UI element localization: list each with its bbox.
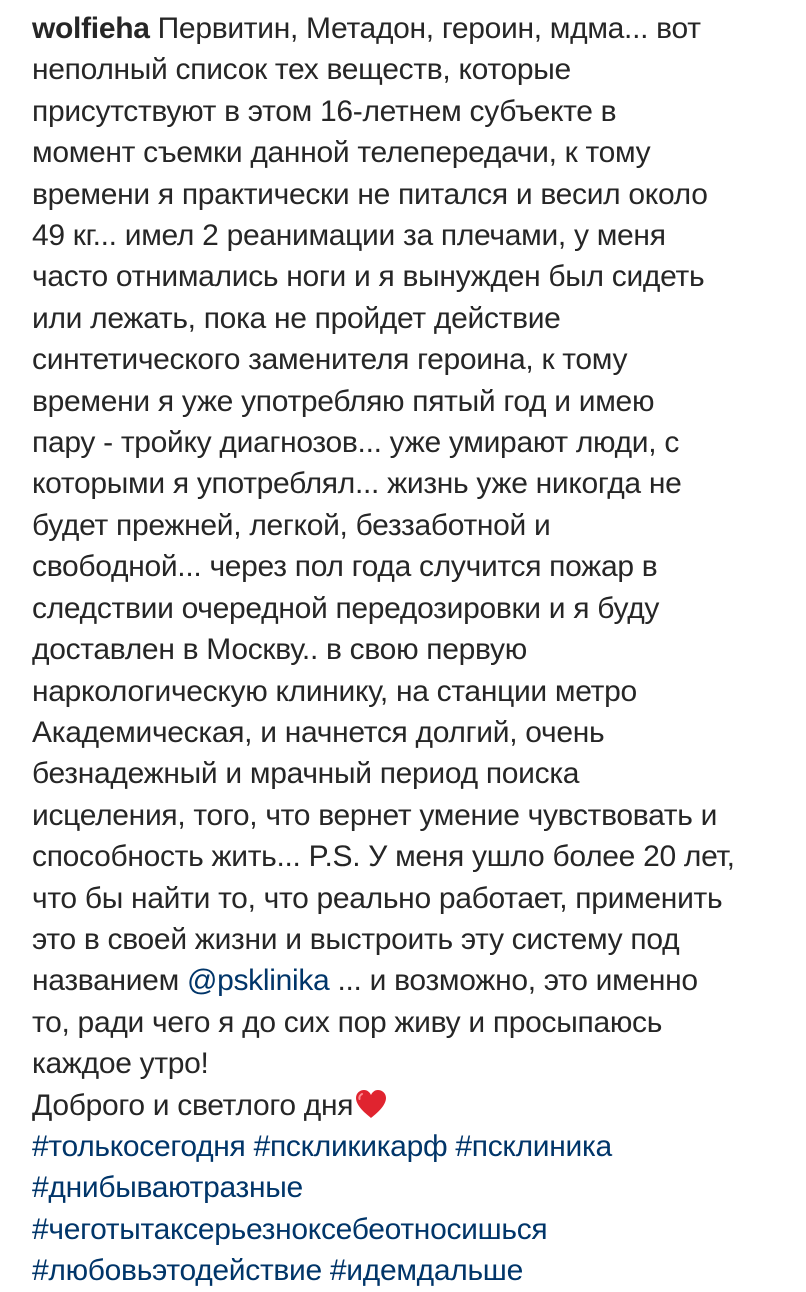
caption-first-line bbox=[32, 8, 792, 49]
caption-line: присутствуют в этом 16-летнем субъекте в bbox=[32, 94, 617, 128]
hashtag-link[interactable]: #чеготытаксерьезноксебеотносишься bbox=[32, 1212, 548, 1246]
hashtag-line bbox=[32, 1167, 792, 1208]
caption-line: времени я уже употребляю пятый год и имею bbox=[32, 384, 655, 418]
caption-line: наркологическую клинику, на станции метро bbox=[32, 674, 637, 708]
caption-line: Академическая, и начнется долгий, очень bbox=[32, 715, 605, 749]
caption-line: синтетического заменителя героина, к тому bbox=[32, 343, 628, 377]
post-caption bbox=[32, 8, 792, 1292]
caption-closing-line bbox=[32, 1085, 792, 1126]
caption-line: часто отнимались ноги и я вынужден был сидеть bbox=[32, 260, 705, 294]
caption-line: безнадежный и мрачный период поиска bbox=[32, 757, 580, 791]
caption-line: исцеления, того, что вернет умение чувствовать и bbox=[32, 798, 718, 832]
username-link[interactable]: wolfieha bbox=[32, 12, 150, 45]
hashtag-link[interactable]: #идемдальше bbox=[329, 1254, 523, 1288]
hashtag-line bbox=[32, 1209, 792, 1250]
caption-line: что бы найти то, что реально работает, применить bbox=[32, 881, 723, 915]
hashtag-link[interactable]: #толькосегодня bbox=[32, 1129, 246, 1163]
caption-line: каждое утро! bbox=[32, 1047, 209, 1081]
caption-line: момент съемки данной телепередачи, к тому bbox=[32, 136, 651, 170]
hashtag-link[interactable]: #псклиника bbox=[455, 1129, 612, 1163]
caption-line: свободной... через пол года случится пожар в bbox=[32, 550, 658, 584]
caption-line: это в своей жизни и выстроить эту систему под bbox=[32, 922, 680, 956]
mention-suffix: ... и возможно, это именно bbox=[329, 964, 698, 998]
caption-line: следствии очередной передозировки и я буду bbox=[32, 591, 660, 625]
caption-line: 49 кг... имел 2 реанимации за плечами, у меня bbox=[32, 219, 666, 253]
mention-link-psklinika[interactable]: @psklinika bbox=[186, 964, 330, 998]
closing-text: Доброго и светлого дня bbox=[32, 1088, 354, 1122]
mention-prefix: названием bbox=[32, 964, 187, 998]
caption-line: то, ради чего я до сих пор живу и просыпаюсь bbox=[32, 1005, 663, 1039]
hashtag-line bbox=[32, 1250, 792, 1291]
caption-line: которыми я употреблял... жизнь уже никогда не bbox=[32, 467, 682, 501]
hashtag-link[interactable]: #днибываютразные bbox=[32, 1171, 303, 1205]
caption-line: времени я практически не питался и весил около bbox=[32, 177, 708, 211]
caption-line: неполный список тех веществ, которые bbox=[32, 53, 571, 87]
caption-line: пару - тройку диагнозов... уже умирают люди, с bbox=[32, 426, 680, 460]
caption-line: будет прежней, легкой, беззаботной и bbox=[32, 508, 551, 542]
caption-line: способность жить... P.S. У меня ушло более 20 лет, bbox=[32, 840, 735, 874]
caption-mention-line bbox=[32, 960, 792, 1001]
hashtag-line bbox=[32, 1126, 792, 1167]
caption-line: доставлен в Москву.. в свою первую bbox=[32, 633, 527, 667]
caption-line: или лежать, пока не пройдет действие bbox=[32, 301, 561, 335]
caption-line: Первитин, Метадон, героин, мдма... вот bbox=[157, 12, 701, 45]
red-heart-icon bbox=[354, 1088, 388, 1120]
hashtag-link[interactable]: #пскликикарф bbox=[253, 1129, 448, 1163]
hashtag-link[interactable]: #любовьэтодействие bbox=[32, 1254, 322, 1288]
